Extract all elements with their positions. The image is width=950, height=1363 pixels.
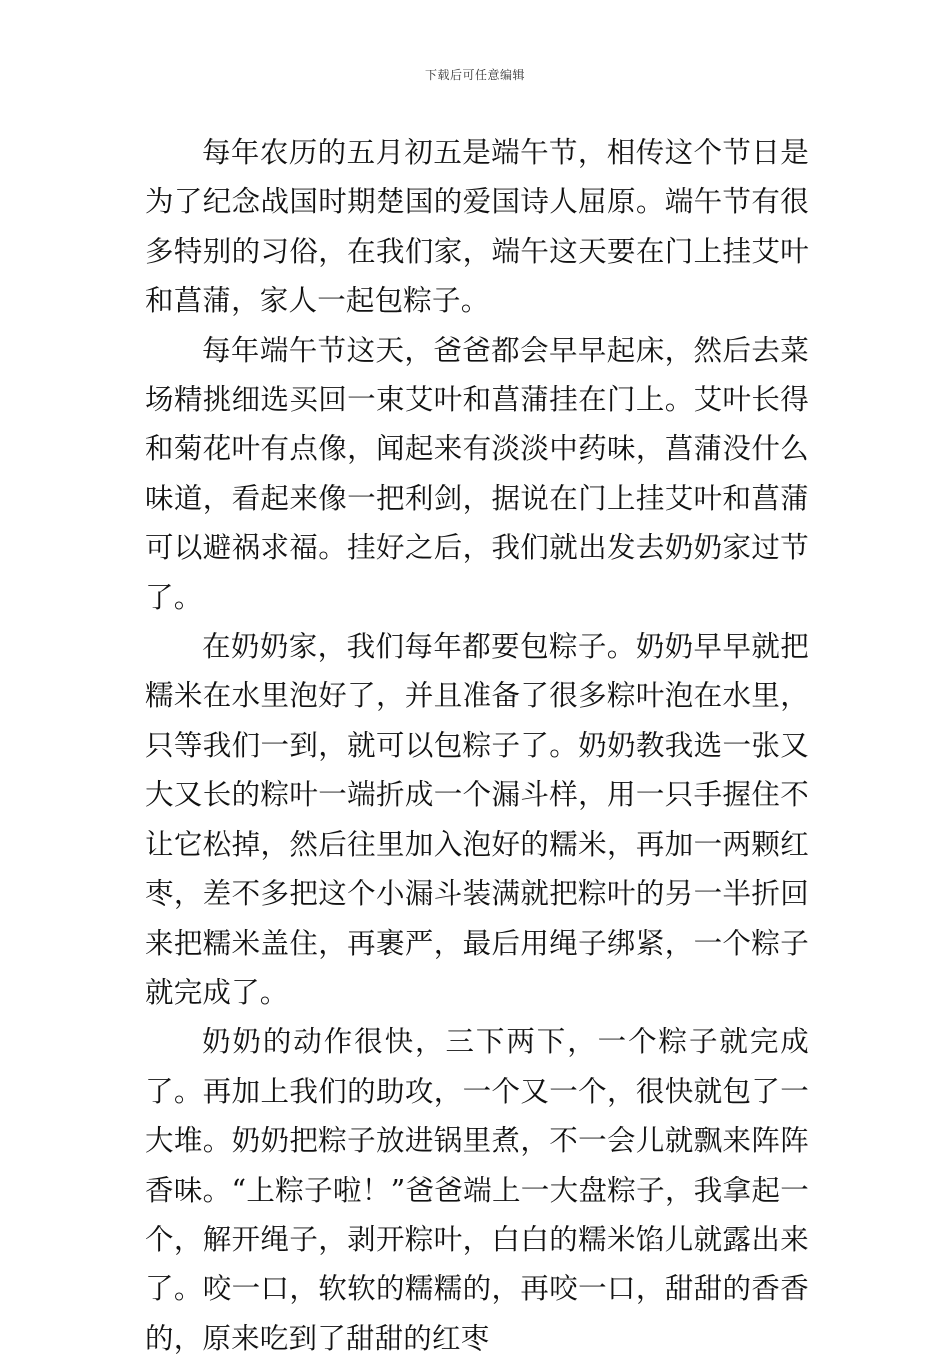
paragraph-1: 每年农历的五月初五是端午节，相传这个节日是为了纪念战国时期楚国的爱国诗人屈原。端午节有很多特别的习俗，在我们家，端午这天要在门上挂艾叶和菖蒲，家人一起包粽子。 bbox=[145, 136, 809, 318]
article-body bbox=[145, 128, 809, 1363]
paragraph-2: 每年端午节这天，爸爸都会早早起床，然后去菜场精挑细选买回一束艾叶和菖蒲挂在门上。艾叶长得和菊花叶有点像，闻起来有淡淡中药味，菖蒲没什么味道，看起来像一把利剑，据说在门上挂艾叶和菖蒲可以避祸求福。挂好之后，我们就出发去奶奶家过节了。 bbox=[145, 333, 809, 614]
paragraph-4: 奶奶的动作很快，三下两下，一个粽子就完成了。再加上我们的助攻，一个又一个，很快就包了一大堆。奶奶把粽子放进锅里煮，不一会儿就飘来阵阵香味。“上粽子啦！”爸爸端上一大盘粽子，我拿起一个，解开绳子，剥开粽叶，白白的糯米馅儿就露出来了。咬一口，软软的糯糯的，再咬一口，甜甜的香香的，原来吃到了甜甜的红枣 bbox=[145, 1025, 809, 1355]
paragraph-3: 在奶奶家，我们每年都要包粽子。奶奶早早就把糯米在水里泡好了，并且准备了很多粽叶泡在水里，只等我们一到，就可以包粽子了。奶奶教我选一张又大又长的粽叶一端折成一个漏斗样，用一只手握住不让它松掉，然后往里加入泡好的糯米，再加一两颗红枣，差不多把这个小漏斗装满就把粽叶的另一半折回来把糯米盖住，再裹严，最后用绳子绑紧，一个粽子就完成了。 bbox=[145, 630, 809, 1009]
page-header-note: 下载后可任意编辑 bbox=[424, 68, 525, 82]
